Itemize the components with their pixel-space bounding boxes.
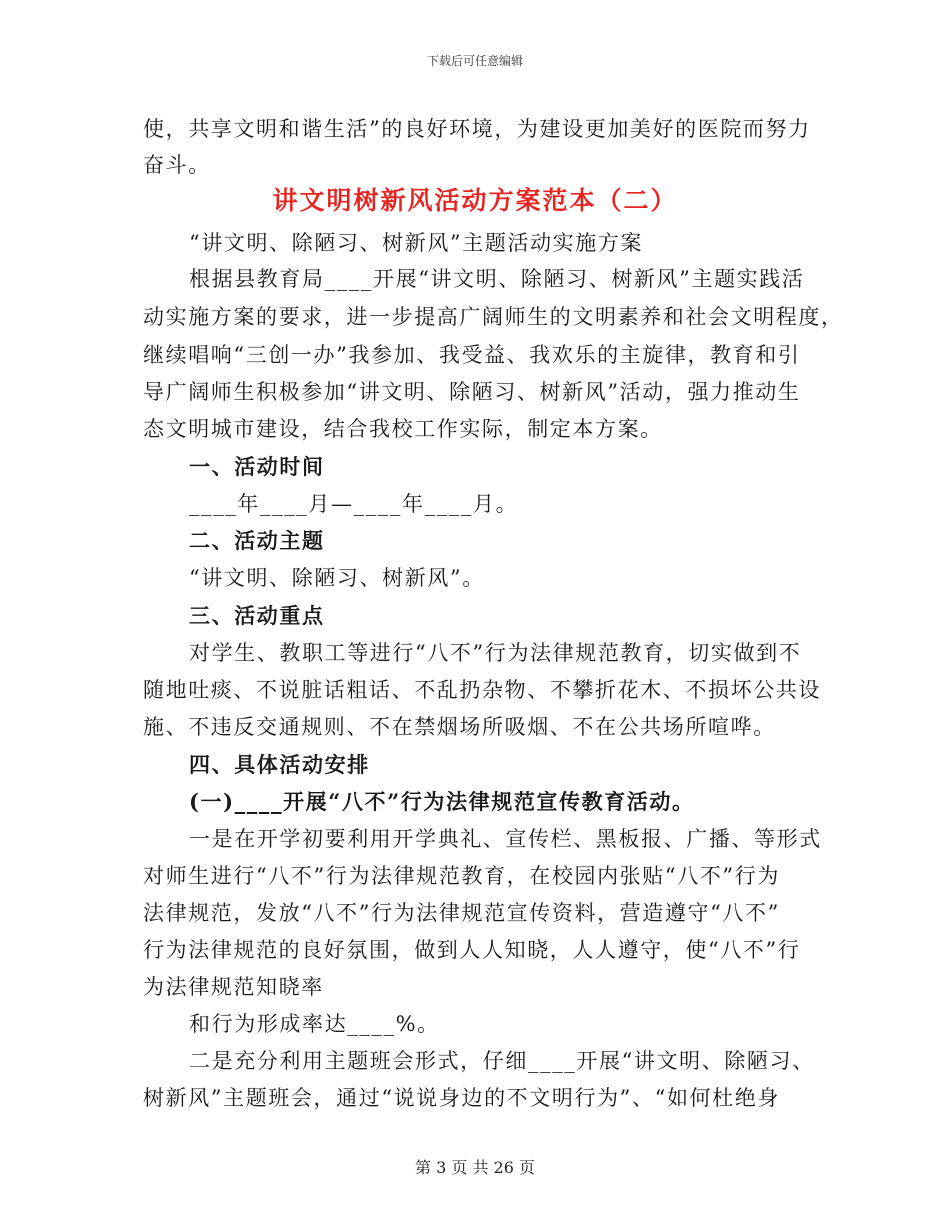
paragraph-line: 法律规范，发放“八不”行为法律规范宣传资料，营造遵守“八不”: [143, 901, 780, 925]
paragraph-line: 为法律规范知晓率: [143, 975, 324, 999]
paragraph-line: “讲文明、除陋习、树新风”。: [189, 566, 485, 590]
paragraph-line: 树新风”主题班会，通过“说说身边的不文明行为”、“如何杜绝身: [143, 1086, 780, 1110]
subheading-item-1: (一)____开展“八不”行为法律规范宣传教育活动。: [189, 789, 695, 814]
heading-activity-focus: 三、活动重点: [189, 603, 325, 628]
paragraph-line: 动实施方案的要求，进一步提高广阔师生的文明素养和社会文明程度，: [143, 305, 844, 329]
paragraph-line: 行为法律规范的良好氛围，做到人人知晓，人人遵守，使“八不”行: [143, 938, 801, 962]
heading-activity-time: 一、活动时间: [189, 454, 325, 479]
paragraph-line: 继续唱响“三创一办”我参加、我受益、我欢乐的主旋律，教育和引: [143, 343, 801, 367]
paragraph-line: 二是充分利用主题班会形式，仔细____开展“讲文明、除陋习、: [189, 1049, 815, 1073]
heading-activity-theme: 二、活动主题: [189, 528, 325, 553]
paragraph-line: 一是在开学初要利用开学典礼、宣传栏、黑板报、广播、等形式: [189, 827, 822, 851]
paragraph-line: 根据县教育局____开展“讲文明、除陋习、树新风”主题实践活: [189, 267, 805, 291]
subtitle-line: “讲文明、除陋习、树新风”主题活动实施方案: [189, 231, 644, 255]
paragraph-line: 态文明城市建设，结合我校工作实际，制定本方案。: [143, 417, 663, 441]
heading-activity-arrangement: 四、具体活动安排: [189, 752, 370, 777]
paragraph-line: 对学生、教职工等进行“八不”行为法律规范教育，切实做到不: [189, 641, 802, 665]
paragraph-line: 和行为形成率达____%。: [189, 1012, 440, 1036]
section-title: 讲文明树新风活动方案范本（二）: [272, 186, 678, 215]
paragraph-line: ____年____月—____年____月。: [189, 492, 519, 516]
paragraph-line: 导广阔师生积极参加“讲文明、除陋习、树新风”活动，强力推动生: [143, 380, 801, 404]
paragraph-line: 对师生进行“八不”行为法律规范教育，在校园内张贴“八不”行为: [143, 864, 780, 888]
paragraph-line: 使，共享文明和谐生活”的良好环境，为建设更加美好的医院而努力: [143, 117, 811, 141]
paragraph-line: 随地吐痰、不说脏话粗话、不乱扔杂物、不攀折花木、不损坏公共设: [143, 678, 821, 702]
paragraph-line: 施、不违反交通规则、不在禁烟场所吸烟、不在公共场所喧哗。: [143, 715, 776, 739]
page-number: 第 3 页 共 26 页: [415, 1158, 535, 1177]
page-header-note: 下载后可任意编辑: [426, 54, 523, 68]
paragraph-line: 奋斗。: [143, 153, 211, 177]
